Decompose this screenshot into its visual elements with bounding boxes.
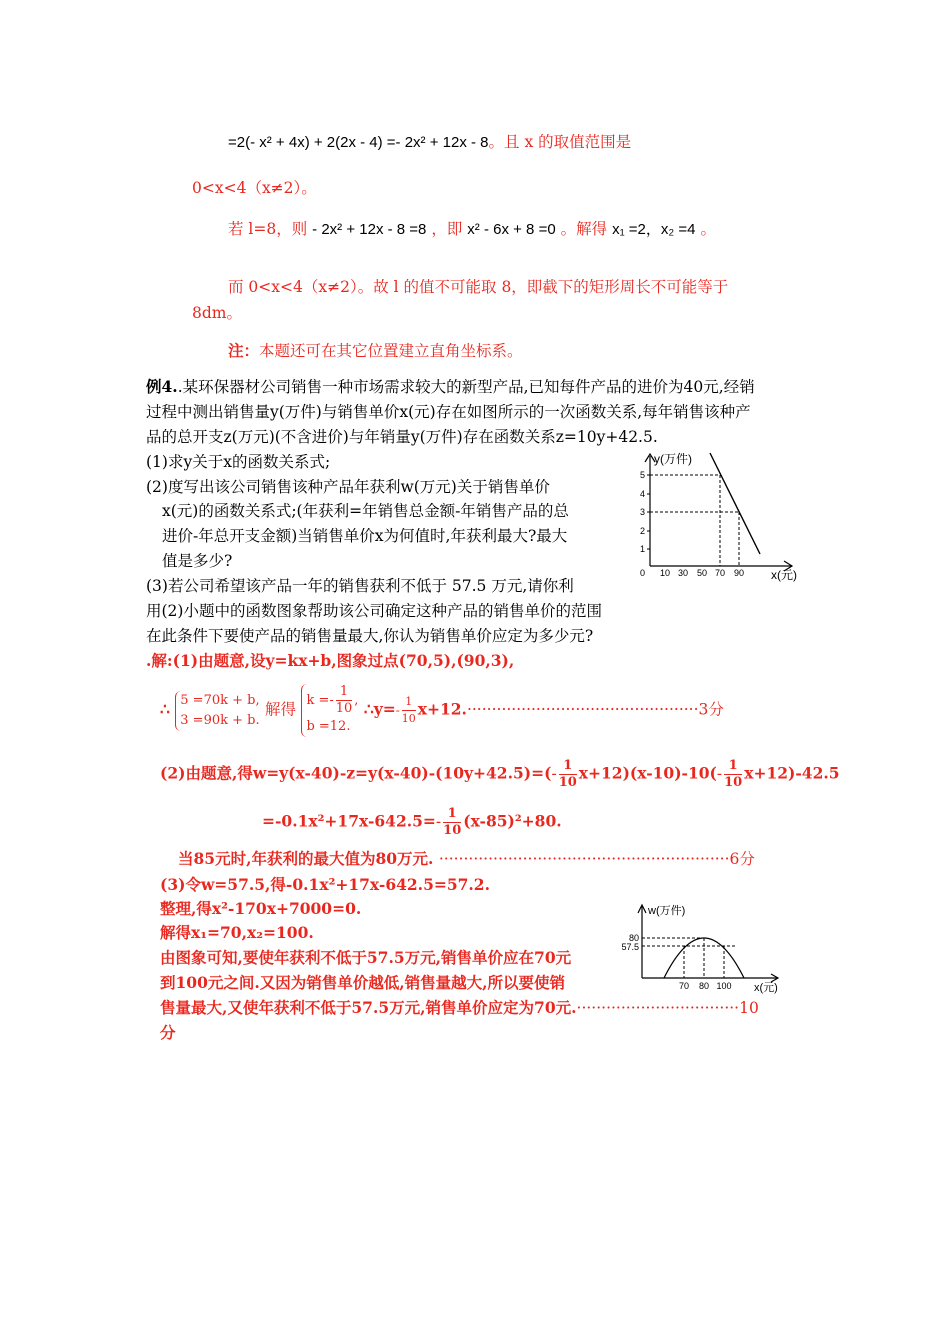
conclusion-line1: 而 0<x<4（x≠2）。故 l 的值不可能取 8，即截下的矩形周长不可能等于 bbox=[228, 278, 729, 296]
solution-step3f: 售量最大,又使年获利不低于57.5万元,销售单价应定为70元. bbox=[160, 998, 577, 1017]
range-statement: 0<x<4（x≠2）。 bbox=[192, 179, 317, 197]
solve-label: 解得 bbox=[265, 700, 297, 719]
solution-system: k =- $\frac{1}{10}$ , b =12. bbox=[301, 684, 358, 737]
question-3a: (3)若公司希望该产品一年的销售获利不低于 57.5 万元,请你利 bbox=[146, 577, 574, 595]
range-intro: 。且 x 的取值范围是 bbox=[488, 133, 632, 151]
roots: x₁ =2，x₂ =4 bbox=[612, 221, 696, 238]
score-6: ···························································6分 bbox=[438, 850, 755, 868]
therefore-symbol: ∴ bbox=[160, 699, 170, 719]
solution-step3b: 整理,得x²-170x+7000=0. bbox=[160, 899, 362, 918]
g2-xlabel: x(元) bbox=[754, 982, 778, 994]
equation-l8: - 2x² + 12x - 8 =8 bbox=[312, 221, 427, 238]
g1-ytick: 2 bbox=[639, 526, 645, 536]
g1-origin: 0 bbox=[640, 568, 646, 578]
problem-line2: 过程中测出销售量y(万件)与销售单价x(元)存在如图所示的一次函数关系,每年销售该种产 bbox=[146, 403, 751, 421]
demand-line bbox=[710, 453, 760, 554]
question-3b: 用(2)小题中的函数图象帮助该公司确定这种产品的销售单价的范围 bbox=[146, 602, 602, 620]
y-result: ∴y= bbox=[363, 699, 396, 719]
g2-xtick: 100 bbox=[716, 981, 732, 991]
solution-step1: .解:(1)由题意,设y=kx+b,图象过点(70,5),(90,3), bbox=[146, 651, 515, 670]
solve-text: 。解得 bbox=[560, 220, 608, 238]
solution-step3d: 由图象可知,要使年获利不低于57.5万元,销售单价应在70元 bbox=[160, 948, 572, 967]
period: 。 bbox=[700, 220, 716, 238]
g1-xtick: 10 bbox=[659, 568, 671, 578]
graph-profit bbox=[618, 902, 788, 994]
g1-ytick: 3 bbox=[639, 507, 645, 517]
g2-ytick: 57.5 bbox=[621, 942, 639, 952]
note-label: 注： bbox=[228, 341, 260, 360]
quadratic-eq: x² - 6x + 8 =0 bbox=[467, 221, 556, 238]
question-2d: 值是多少? bbox=[162, 552, 233, 570]
g1-ytick: 1 bbox=[639, 544, 645, 554]
max-profit: 当85元时,年获利的最大值为80万元. bbox=[178, 849, 434, 868]
question-1: (1)求y关于x的函数关系式; bbox=[146, 453, 331, 471]
example-label: 例4. bbox=[146, 377, 178, 396]
equation-system: 5 =70k + b, 3 =90k + b. bbox=[175, 691, 259, 731]
problem-line1: .某环保器材公司销售一种市场需求较大的新型产品,已知每件产品的进价为40元,经销 bbox=[177, 378, 755, 396]
problem-line3: 品的总开支z(万元)(不含进价)与年销量y(万件)存在函数关系z=10y+42.5. bbox=[146, 428, 658, 446]
question-2b: x(元)的函数关系式;(年获利=年销售总金额-年销售产品的总 bbox=[162, 502, 569, 520]
g2-xtick: 70 bbox=[678, 981, 690, 991]
question-3c: 在此条件下要使产品的销售量最大,你认为销售单价应定为多少元? bbox=[146, 627, 594, 645]
g2-ytick: 80 bbox=[628, 933, 639, 943]
score-10: ·································10 bbox=[576, 999, 759, 1017]
g2-xtick: 80 bbox=[698, 981, 710, 991]
note-text: 本题还可在其它位置建立直角坐标系。 bbox=[259, 342, 523, 360]
g1-ylabel: y(万件) bbox=[654, 452, 692, 466]
expanded-w: =-0.1x²+17x-642.5= bbox=[262, 811, 436, 831]
formula-perimeter: =2(- x² + 4x) + 2(2x - 4) =- 2x² + 12x - 8 bbox=[228, 134, 489, 151]
if-l8: 若 l=8，则 bbox=[228, 220, 308, 238]
solution-step2: (2)由题意,得w=y(x-40)-z=y(x-40)-(10y+42.5)=( bbox=[160, 763, 552, 783]
solution-step3c: 解得x₁=70,x₂=100. bbox=[160, 923, 314, 942]
question-2a: (2)度写出该公司销售该种产品年获利w(万元)关于销售单价 bbox=[146, 478, 550, 496]
g1-xtick: 30 bbox=[677, 568, 689, 578]
that-is: ，即 bbox=[431, 220, 463, 238]
question-2c: 进价-年总开支金额)当销售单价x为何值时,年获利最大?最大 bbox=[162, 527, 568, 545]
score-3: ···············································3分 bbox=[466, 700, 724, 719]
solution-step3e: 到100元之间.又因为销售单价越低,销售量越大,所以要使销 bbox=[160, 973, 566, 992]
vertex-form: (x-85)²+80. bbox=[463, 811, 562, 831]
solution-step3a: (3)令w=57.5,得-0.1x²+17x-642.5=57.2. bbox=[160, 875, 490, 894]
g1-xlabel: x(元) bbox=[771, 568, 797, 582]
g1-xtick: 70 bbox=[714, 568, 726, 578]
g1-ytick: 5 bbox=[639, 470, 645, 480]
g1-xtick: 90 bbox=[733, 568, 745, 578]
g1-xtick: 50 bbox=[696, 568, 708, 578]
g2-ylabel: w(万件) bbox=[648, 905, 686, 917]
score-unit: 分 bbox=[160, 1023, 176, 1042]
g1-ytick: 4 bbox=[639, 489, 645, 499]
graph-sales-volume bbox=[632, 448, 812, 586]
conclusion-line2: 8dm。 bbox=[192, 304, 242, 322]
y-result-tail: x+12. bbox=[417, 699, 467, 719]
